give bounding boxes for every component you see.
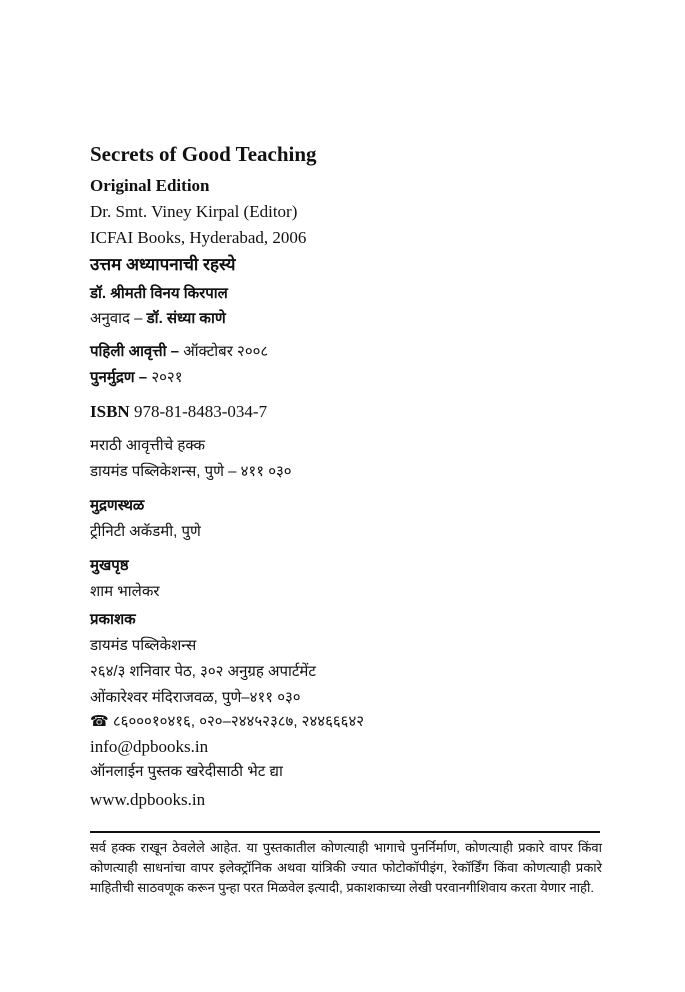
translator-line [90, 311, 226, 326]
isbn-value: 978-81-8483-034-7 [133, 402, 268, 421]
rights-holder: डायमंड पब्लिकेशन्स, पुणे – ४११ ०३० [90, 463, 292, 480]
first-edition-label: पहिली आवृत्ती – [90, 343, 184, 360]
first-edition-date: ऑक्टोबर २००८ [183, 343, 269, 360]
original-author: Dr. Smt. Viney Kirpal (Editor) [90, 202, 298, 221]
book-title-marathi: उत्तम अध्यापनाची रहस्ये [90, 255, 236, 274]
printing-value: ट्रीनिटी अकॅडमी, पुणे [90, 523, 201, 540]
cover-label: मुखपृष्ठ [90, 557, 129, 574]
isbn-label: ISBN [90, 402, 130, 421]
translation-label: अनुवाद – [90, 310, 147, 327]
publisher-name: डायमंड पब्लिकेशन्स [90, 637, 197, 654]
edition-label: Original Edition [90, 176, 210, 195]
isbn-line [90, 403, 267, 420]
phone-line [90, 714, 364, 729]
publisher-address-2: ओंकारेश्वर मंदिराजवळ, पुणे–४११ ०३० [90, 689, 301, 706]
book-title-english: Secrets of Good Teaching [90, 142, 317, 166]
online-purchase-label: ऑनलाईन पुस्तक खरेदीसाठी भेट द्या [90, 763, 283, 780]
printing-label: मुद्रणस्थळ [90, 497, 145, 514]
first-edition-line [90, 344, 268, 359]
copyright-disclaimer: सर्व हक्क राखून ठेवलेले आहेत. या पुस्तकातील कोणत्याही भागाचे पुनर्निर्माण, कोणत्याही प्रकारे वापर किंवा कोणत्याही साधनांचा वापर इलेक्ट्रॉनिक अथवा यांत्रिकी ज्यात फोटोकॉपीइंग, रेकॉर्डिंग किंवा कोणत्याही प्रकारे माहितीची साठवणूक करून पुन्हा परत मिळवेल इत्यादी, प्रकाशकाच्या लेखी परवानगीशिवाय करता येणार नाही. [90, 840, 602, 895]
author-marathi: डॉ. श्रीमती विनय किरपाल [90, 285, 228, 302]
rights-label: मराठी आवृत्तीचे हक्क [90, 437, 206, 454]
reprint-year: २०२१ [151, 369, 183, 386]
phone-numbers: ८६०००१०४१६, ०२०–२४४५२३८७, २४४६६६४२ [112, 713, 365, 730]
cover-artist: शाम भालेकर [90, 583, 160, 600]
original-publisher: ICFAI Books, Hyderabad, 2006 [90, 228, 307, 247]
translator-name: डॉ. संध्या काणे [146, 310, 226, 327]
publisher-address-1: २६४/३ शनिवार पेठ, ३०२ अनुग्रह अपार्टमेंट [90, 663, 316, 680]
divider [90, 831, 600, 833]
publisher-website[interactable]: www.dpbooks.in [90, 790, 206, 809]
reprint-line [90, 370, 183, 385]
publisher-email[interactable]: info@dpbooks.in [90, 737, 209, 756]
reprint-label: पुनर्मुद्रण – [90, 369, 152, 386]
telephone-icon: ☎ [90, 713, 109, 730]
publisher-label: प्रकाशक [90, 611, 136, 628]
